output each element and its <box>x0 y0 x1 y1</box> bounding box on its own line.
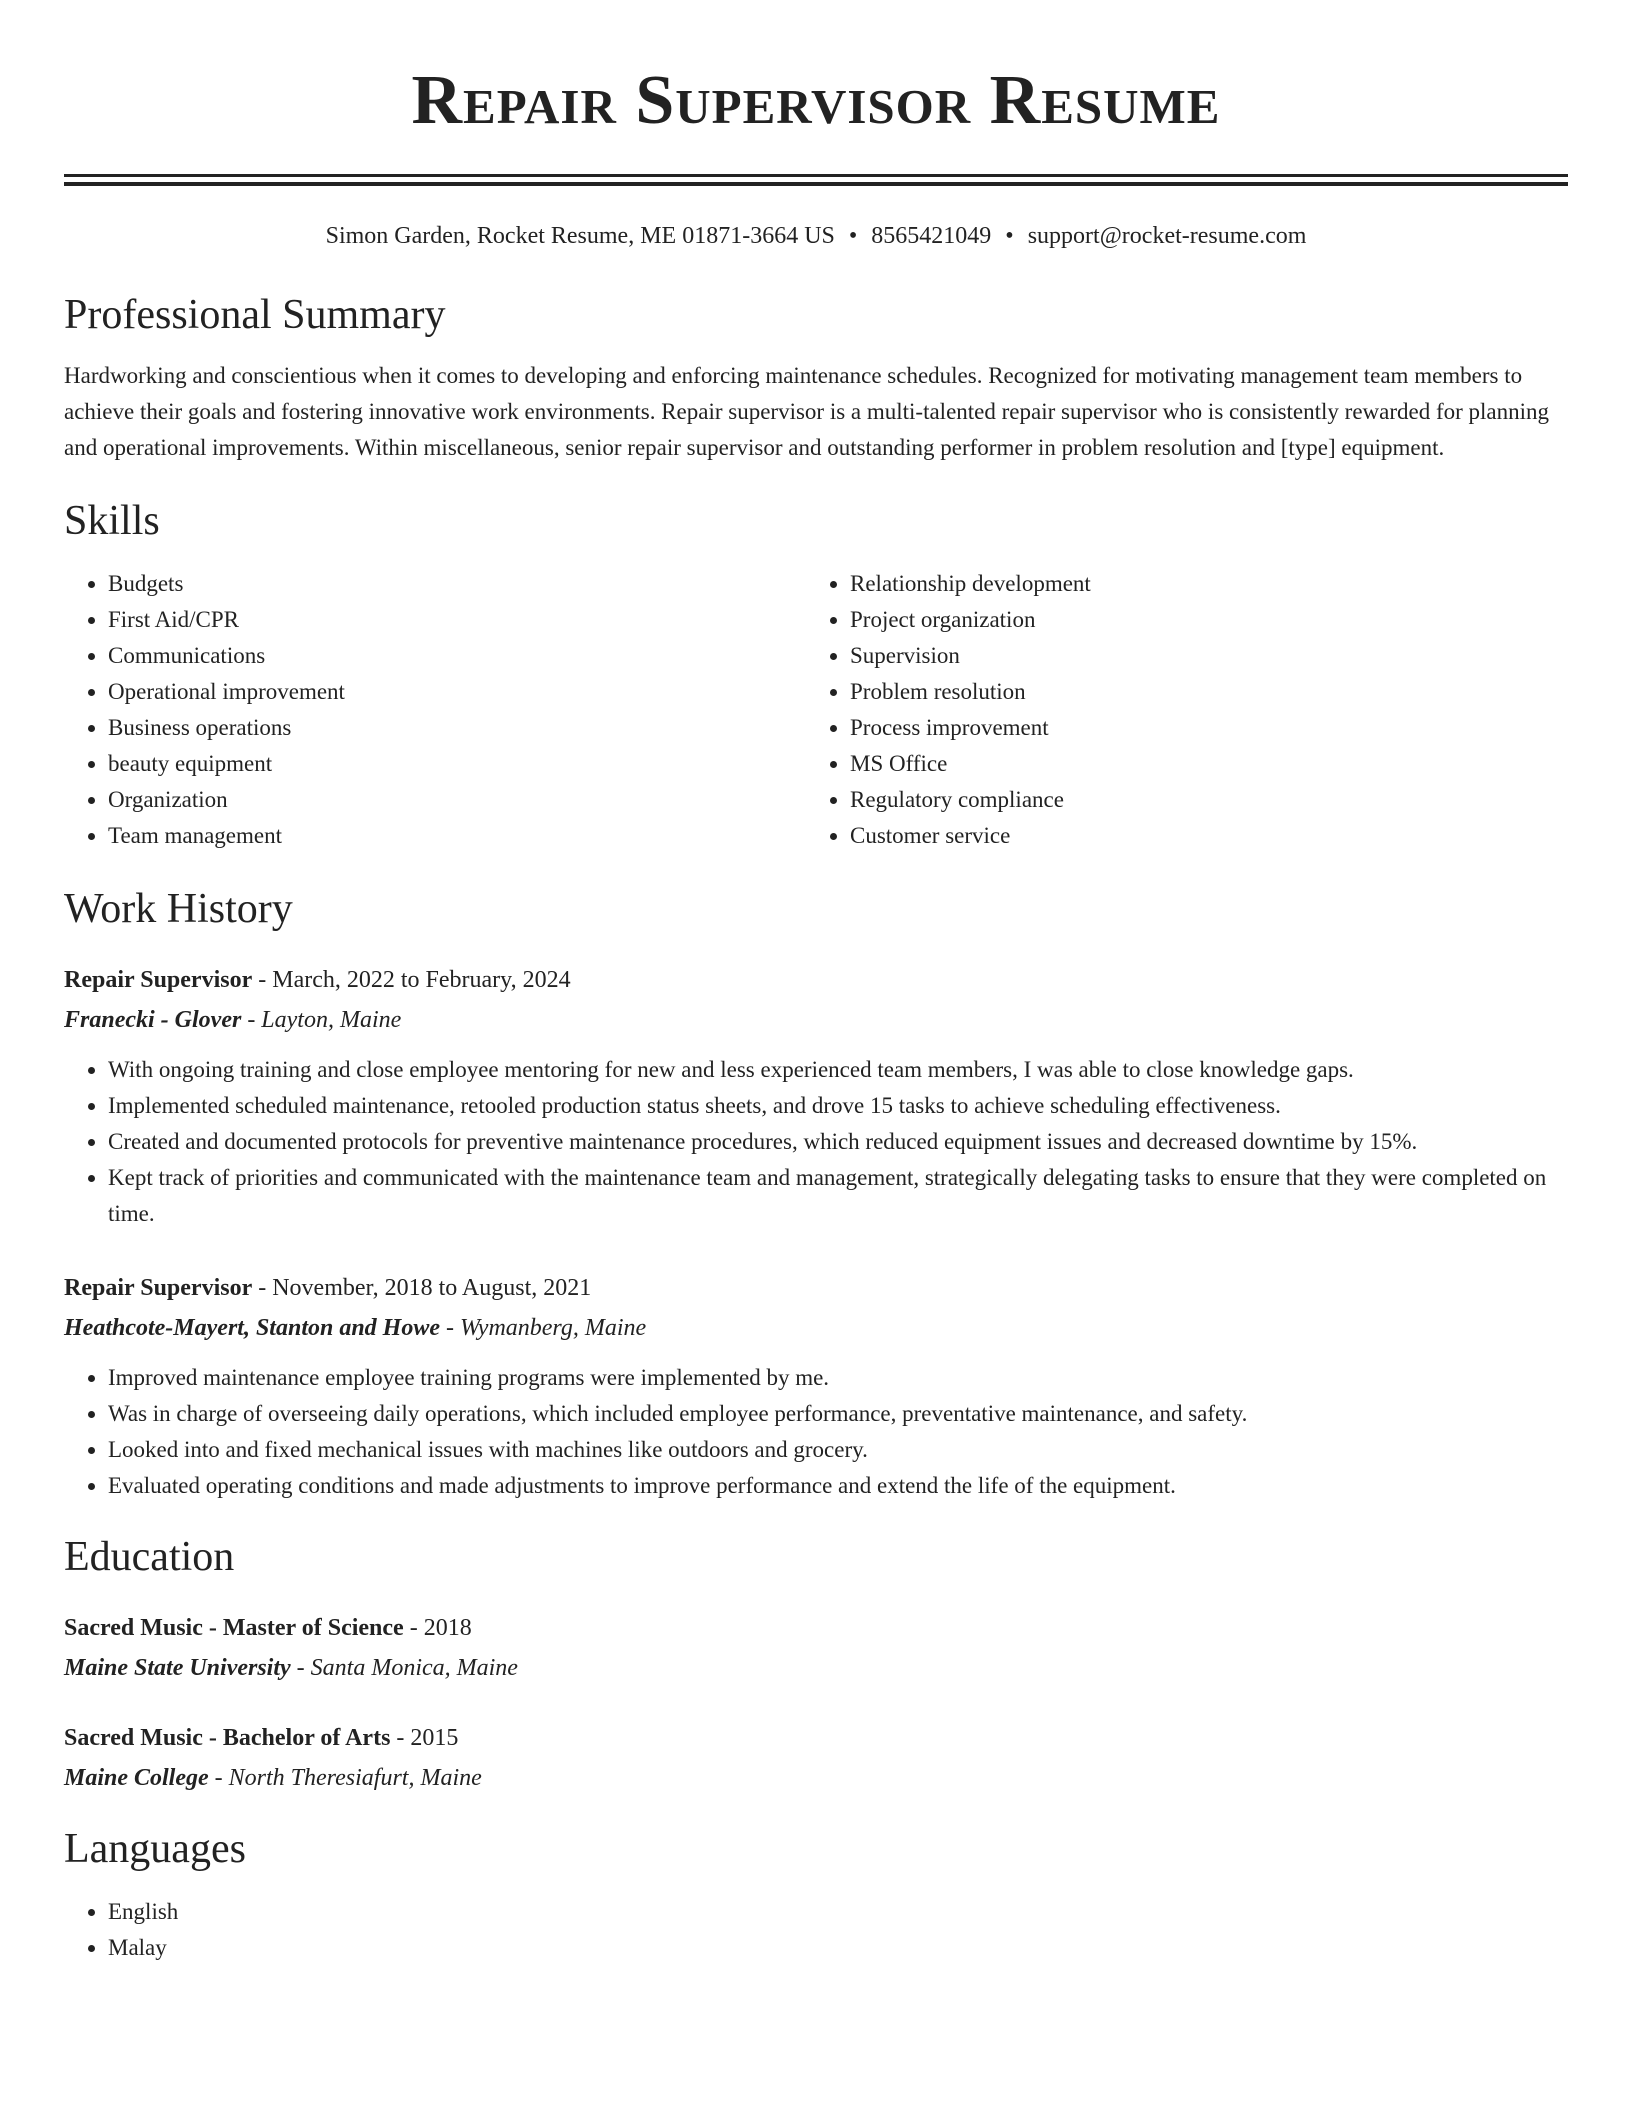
contact-line <box>64 220 1568 252</box>
summary-section <box>64 290 1568 466</box>
resume-title: Repair Supervisor Resume <box>411 62 1221 139</box>
education-location: - North Theresiafurt, Maine <box>208 1765 482 1791</box>
job-bullet: • With ongoing training and close employee mentoring for new and less experienced team members, I was able to close knowledge gaps. <box>108 1052 1568 1088</box>
job-bullets <box>64 1052 1568 1232</box>
work-history-section <box>64 884 1568 1504</box>
title-divider <box>64 174 1568 186</box>
contact-phone: 8565421049 <box>871 223 992 249</box>
job-entry <box>64 960 1568 1232</box>
languages-heading: Languages <box>64 1826 246 1872</box>
job-bullet: • Implemented scheduled maintenance, retooled production status sheets, and drove 15 tasks to achieve scheduling effectiveness. <box>108 1088 1568 1124</box>
education-location: - Santa Monica, Maine <box>290 1655 518 1681</box>
job-company: Heathcote-Mayert, Stanton and Howe <box>64 1315 441 1341</box>
skills-heading: Skills <box>64 498 160 544</box>
education-school-line <box>64 1758 1568 1798</box>
skills-list-right <box>806 566 1548 854</box>
contact-separator: • <box>848 223 858 249</box>
job-bullet: • Evaluated operating conditions and made adjustments to improve performance and extend the life of the equipment. <box>108 1468 1568 1504</box>
contact-address: Simon Garden, Rocket Resume, ME 01871-3664 US <box>325 223 835 249</box>
education-year: - 2018 <box>403 1615 472 1641</box>
job-company: Franecki - Glover <box>64 1007 242 1033</box>
skill-item: • First Aid/CPR <box>108 602 806 638</box>
skills-columns <box>64 566 1568 854</box>
skill-item: • Operational improvement <box>108 674 806 710</box>
education-entry <box>64 1718 1568 1798</box>
skill-item: • Regulatory compliance <box>850 782 1548 818</box>
job-bullet: • Created and documented protocols for preventive maintenance procedures, which reduced equipment issues and decreased downtime by 15%. <box>108 1124 1568 1160</box>
education-degree-line <box>64 1718 1568 1758</box>
contact-separator: • <box>1005 223 1014 249</box>
skill-item: • MS Office <box>850 746 1548 782</box>
skill-item: • beauty equipment <box>108 746 806 782</box>
summary-heading: Professional Summary <box>64 292 446 338</box>
job-location: - Layton, Maine <box>241 1007 402 1033</box>
skills-section <box>64 496 1568 854</box>
education-school-line <box>64 1648 1568 1688</box>
education-school: Maine State University <box>64 1655 291 1681</box>
job-bullet: • Looked into and fixed mechanical issues with machines like outdoors and grocery. <box>108 1432 1568 1468</box>
job-bullets <box>64 1360 1568 1504</box>
skill-item: • Supervision <box>850 638 1548 674</box>
contact-email: support@rocket-resume.com <box>1027 223 1307 249</box>
job-company-line <box>64 1000 1568 1040</box>
skills-list-left <box>64 566 806 854</box>
job-bullet: • Kept track of priorities and communicated with the maintenance team and management, strategically delegating tasks to ensure that they were completed on time. <box>108 1160 1568 1232</box>
education-degree: Sacred Music - Master of Science <box>64 1615 404 1641</box>
job-location: - Wymanberg, Maine <box>440 1315 647 1341</box>
skill-item: • Relationship development <box>850 566 1548 602</box>
skill-item: • Process improvement <box>850 710 1548 746</box>
education-school: Maine College <box>64 1765 209 1791</box>
education-section <box>64 1532 1568 1798</box>
education-degree: Sacred Music - Bachelor of Arts <box>64 1725 391 1751</box>
job-dates: - November, 2018 to August, 2021 <box>252 1275 592 1301</box>
skill-item: • Problem resolution <box>850 674 1548 710</box>
education-year: - 2015 <box>390 1725 459 1751</box>
language-item: • English <box>108 1894 1568 1930</box>
languages-list <box>64 1894 1568 1966</box>
skill-item: • Business operations <box>108 710 806 746</box>
skill-item: • Organization <box>108 782 806 818</box>
skill-item: • Project organization <box>850 602 1548 638</box>
summary-text: Hardworking and conscientious when it comes to developing and enforcing maintenance schedules. Recognized for motivating management team members to achieve their goals and fostering innovative work environments. Repair supervisor is a multi-talented repair supervisor who is consistently rewarded for planning and operational improvements. Within miscellaneous, senior repair supervisor and outstanding performer in problem resolution and [type] equipment. <box>64 363 1550 460</box>
job-bullet: • Improved maintenance employee training programs were implemented by me. <box>108 1360 1568 1396</box>
work-history-heading: Work History <box>64 886 293 932</box>
job-bullet: • Was in charge of overseeing daily operations, which included employee performance, preventative maintenance, and safety. <box>108 1396 1568 1432</box>
education-heading: Education <box>64 1534 235 1580</box>
job-dates: - March, 2022 to February, 2024 <box>252 967 571 993</box>
education-entry <box>64 1608 1568 1688</box>
job-role: Repair Supervisor <box>64 967 253 993</box>
education-degree-line <box>64 1608 1568 1648</box>
skill-item: • Customer service <box>850 818 1548 854</box>
job-title-line <box>64 960 1568 1000</box>
skill-item: • Team management <box>108 818 806 854</box>
skill-item: • Budgets <box>108 566 806 602</box>
language-item: • Malay <box>108 1930 1568 1966</box>
job-role: Repair Supervisor <box>64 1275 253 1301</box>
skill-item: • Communications <box>108 638 806 674</box>
job-company-line <box>64 1308 1568 1348</box>
languages-section <box>64 1824 1568 1966</box>
job-entry <box>64 1268 1568 1504</box>
job-title-line <box>64 1268 1568 1308</box>
